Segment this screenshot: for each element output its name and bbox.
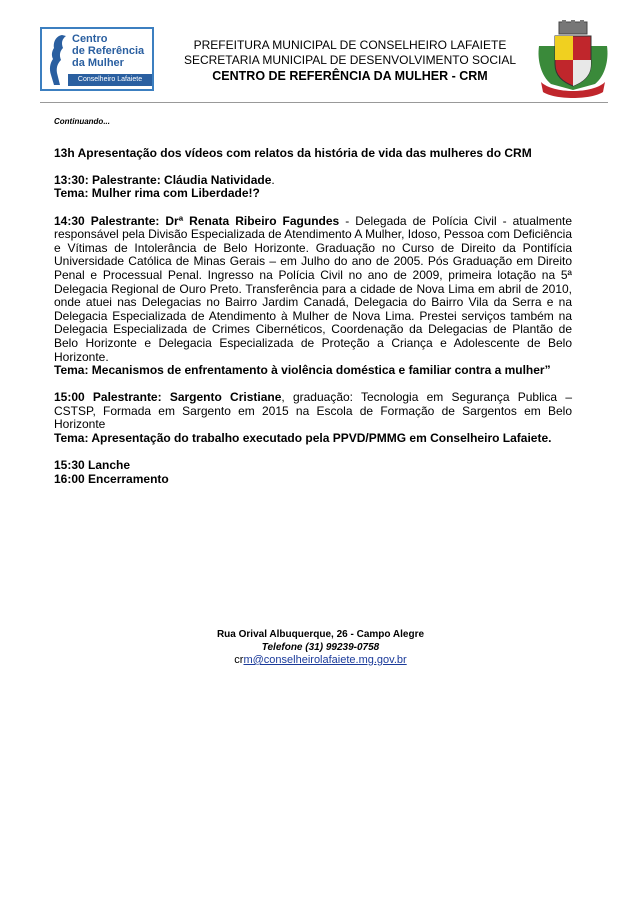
letterhead-text [160,38,540,84]
schedule-item-13h: 13h Apresentação dos vídeos com relatos da história de vida das mulheres do CRM [54,145,532,160]
crm-logo-line1: Centro [72,33,108,45]
schedule-item-1530: 15:30 Lanche [54,458,131,473]
tema-renata: Tema: Mecanismos de enfrentamento à violência doméstica e familiar contra a mulher” [54,363,551,378]
speaker-renata: 14:30 Palestrante: Drª Renata Ribeiro Fagundes [54,213,340,228]
schedule-item-1500 [54,391,572,432]
prefeitura-line: PREFEITURA MUNICIPAL DE CONSELHEIRO LAFAIETE [193,38,507,52]
footer-address: Rua Orival Albuquerque, 26 - Campo Alegre [216,629,425,640]
document-body [54,115,572,486]
speaker-renata-bio: - Delegada de Polícia Civil - atualmente responsável pela Divisão Especializada de Atendimento A Mulher, Idoso, Pessoa com Deficiência e Vítimas de Intolerância de Belo Horizonte. Graduação no Curso de Direito da Pontifícia Universidade Católica de Minas Gerais – em Julho do ano de 2005. Pós Graduação em Direito Penal e Processual Penal. Ingresso na Polícia Civil no ano de 2009, primeira lotação na 5ª Delegacia Regional de Ouro Preto. Transferência para a cidade de Nova Lima em abril de 2010, onde atuei nas Delegacias no Bairro Jardim Canadá, Delegacia do Bairro Vila da Serra e na Delegacia Especializada de Atendimento à Mulher de Nova Lima. Prestei serviços também na Delegacia Especializada de Crimes Cibernéticos, Coordenação da Delegacias de Plantão de Belo Horizonte e Delegacia Especializada de Proteção a Criança e Adolescente de Belo Horizonte. [54,213,573,364]
footer-phone: Telefone (31) 99239-0758 [261,642,380,653]
speaker-claudia: 13:30: Palestrante: Cláudia Natividade [54,172,272,187]
crm-logo-line3: da Mulher [72,57,124,69]
schedule-item-1600: 16:00 Encerramento [54,471,169,486]
schedule-item-1330 [54,174,572,188]
speaker-claudia-end: . [271,172,275,187]
continuation-note: Continuando... [54,117,110,126]
crm-logo-text [72,33,154,69]
secretaria-line: SECRETARIA MUNICIPAL DE DESENVOLVIMENTO SOCIAL [183,53,517,67]
tema-cristiane: Tema: Apresentação do trabalho executado pela PPVD/PMMG em Conselheiro Lafaiete. [54,431,552,446]
header-divider [40,102,608,103]
footer-email-link[interactable]: m@conselheirolafaiete.mg.gov.br [243,654,407,666]
speaker-cristiane: 15:00 Palestrante: Sargento Cristiane [54,390,282,405]
speaker-cristiane-bio: , graduação: Tecnologia em Segurança Publica – CSTSP, Formada em Sargento em 2015 na Escola de Formação de Sargentos em Belo Horizonte [54,390,572,432]
municipal-coat-of-arms-icon [535,20,611,100]
schedule-item-1430 [54,215,572,365]
footer-email [0,654,641,667]
footer-email-prefix: cr [234,654,244,666]
crm-line: CENTRO DE REFERÊNCIA DA MULHER - CRM [212,69,488,83]
tema-claudia: Tema: Mulher rima com Liberdade!? [54,186,260,201]
crm-logo-line2: de Referência [72,45,145,57]
crm-logo-subtitle: Conselheiro Lafaiete [68,74,152,86]
crm-logo [40,27,154,91]
document-footer [0,628,641,667]
